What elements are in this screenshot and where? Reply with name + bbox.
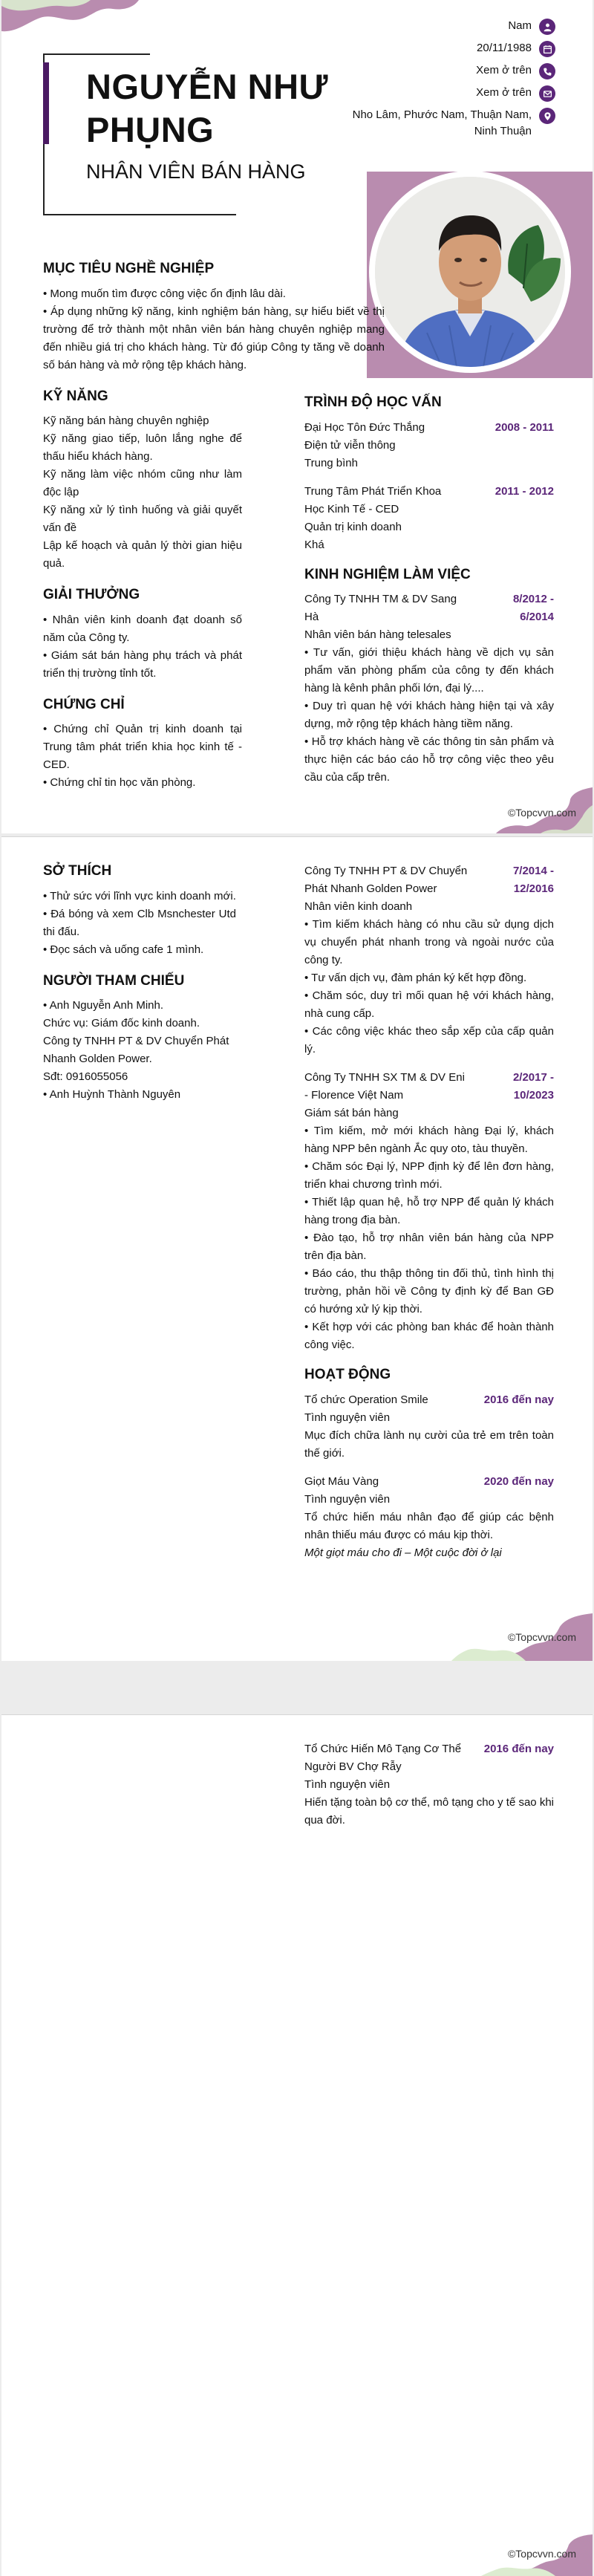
- contact-address: Nho Lâm, Phước Nam, Thuận Nam, Ninh Thuận: [288, 107, 555, 140]
- watermark: ©Topcvvn.com: [507, 2547, 576, 2560]
- job-position: NHÂN VIÊN BÁN HÀNG: [86, 160, 306, 183]
- section-activities: HOẠT ĐỘNG Tổ chức Operation Smile 2016 đến nay Tình nguyện viên Mục đích chữa lành nụ cười của trẻ em trên toàn thế giới. Giọt Máu Vàng 2020 đến nay Tình nguyện viên Tổ chức hiến máu nhân đạo để giúp các bệnh nhân thiếu máu được có máu kịp thời. Một giọt máu cho đi – Một cuộc đời ở lại: [304, 1365, 554, 1562]
- contact-birthday: 20/11/1988: [288, 40, 555, 57]
- experience-item: Công Ty TNHH SX TM & DV Eni - Florence Việt Nam 2/2017 - 10/2023 Giám sát bán hàng • Tìm kiếm, mở mới khách hàng Đại lý, khách hàng NPP bên ngành Ắc quy oto, tàu thuyền. • Chăm sóc Đại lý, NPP định kỳ để lên đơn hàng, triển khai chương trình mới. • Thiết lập quan hệ, hỗ trợ NPP để quản lý khách hàng trong địa bàn. • Đào tạo, hỗ trợ nhân viên bán hàng của NPP trên địa bàn. • Báo cáo, thu thập thông tin đối thủ, tình hình thị trường, phản hồi về Công ty định kỳ để Ban GĐ có hướng xử lý kịp thời. • Kết hợp với các phòng ban khác để hoàn thành công việc.: [304, 1071, 554, 1351]
- activity-item: Tổ Chức Hiến Mô Tạng Cơ Thể Người BV Chợ Rẫy 2016 đến nay Tình nguyện viên Hiến tặng toàn bộ cơ thể, mô tạng cho y tế sao khi qua đời.: [304, 1743, 554, 1827]
- person-icon: [539, 19, 555, 35]
- section-education: TRÌNH ĐỘ HỌC VẤN Đại Học Tôn Đức Thắng 2008 - 2011 Điện tử viễn thông Trung bình Trung Tâm Phát Triển Khoa Học Kinh Tế - CED 2011 - 2012 Quản trị kinh doanh Khá: [304, 392, 554, 554]
- watermark: ©Topcvvn.com: [507, 806, 576, 819]
- email-icon: [539, 85, 555, 102]
- contact-gender: Nam: [288, 18, 555, 35]
- section-experience: KINH NGHIỆM LÀM VIỆC Công Ty TNHH TM & DV Sang Hà 8/2012 - 6/2014 Nhân viên bán hàng telesales • Tư vấn, giới thiệu khách hàng về dịch vụ sản phẩm văn phòng phẩm của công ty đến khách hàng là kênh phân phối lớn, đại lý.... • Duy trì quan hệ với khách hàng hiện tại và xây dựng, mở rộng tệp khách hàng tiềm năng. • Hỗ trợ khách hàng về các thông tin sản phẩm và thực hiện các báo cáo hỗ trợ công việc theo yêu cầu của cấp trên.: [304, 565, 554, 787]
- education-item: Trung Tâm Phát Triển Khoa Học Kinh Tế - CED 2011 - 2012 Quản trị kinh doanh Khá: [304, 484, 554, 551]
- contact-email: Xem ở trên: [288, 85, 555, 102]
- calendar-icon: [539, 41, 555, 57]
- candidate-name: NGUYỄN NHƯ PHỤNG: [86, 67, 329, 149]
- section-skills: KỸ NĂNG Kỹ năng bán hàng chuyên nghiệp Kỹ năng giao tiếp, luôn lắng nghe để thấu hiểu khách hàng. Kỹ năng làm việc nhóm cũng như làm độc lập Kỹ năng xử lý tình huống và giải quyết vấn đề Lập kế hoạch và quản lý thời gian hiệu quả.: [43, 388, 242, 570]
- contact-phone: Xem ở trên: [288, 62, 555, 79]
- experience-item: Công Ty TNHH PT & DV Chuyển Phát Nhanh Golden Power 7/2014 - 12/2016 Nhân viên kinh doanh • Tìm kiếm khách hàng có nhu cầu sử dụng dịch vụ chuyển phát nhanh trong và ngoài nước của công ty. • Tư vấn dịch vụ, đàm phán ký kết hợp đồng. • Chăm sóc, duy trì mối quan hệ với khách hàng, nhà cung cấp. • Các công việc khác theo sắp xếp của cấp quản lý.: [304, 865, 554, 1056]
- accent-bar: [43, 62, 49, 144]
- cv-page-2: [1, 836, 593, 1661]
- right-column-page2: [304, 862, 554, 1572]
- section-hobbies: SỞ THÍCH • Thử sức với lĩnh vực kinh doanh mới. • Đá bóng và xem Clb Msnchester Utd thi đấu. • Đọc sách và uống cafe 1 mình.: [43, 863, 236, 956]
- location-pin-icon: [539, 108, 555, 124]
- section-objective: MỤC TIÊU NGHỀ NGHIỆP • Mong muốn tìm được công việc ổn định lâu dài. • Áp dụng những kỹ năng, kinh nghiệm bán hàng, sự hiểu biết về thị trường để trở thành một nhân viên bán hàng chuyên nghiệp mang đến nhiều giá trị cho khách hàng. Từ đó giúp Công ty tăng về doanh số bán hàng và mở rộng tệp khách hàng.: [43, 261, 385, 371]
- phone-icon: [539, 63, 555, 79]
- section-certificates: CHỨNG CHỈ • Chứng chỉ Quản trị kinh doanh tại Trung tâm phát triển khia học kinh tế - CED. • Chứng chỉ tin học văn phòng.: [43, 696, 242, 790]
- education-item: Đại Học Tôn Đức Thắng 2008 - 2011 Điện tử viễn thông Trung bình: [304, 420, 554, 469]
- experience-item: Công Ty TNHH TM & DV Sang Hà 8/2012 - 6/2014 Nhân viên bán hàng telesales • Tư vấn, giới thiệu khách hàng về dịch vụ sản phẩm văn phòng phẩm của công ty đến khách hàng là kênh phân phối lớn, đại lý.... • Duy trì quan hệ với khách hàng hiện tại và xây dựng, mở rộng tệp khách hàng tiềm năng. • Hỗ trợ khách hàng về các thông tin sản phẩm và thực hiện các báo cáo hỗ trợ công việc theo yêu cầu của cấp trên.: [304, 593, 554, 784]
- section-awards: GIẢI THƯỞNG • Nhân viên kinh doanh đạt doanh số năm của Công ty. • Giám sát bán hàng phụ trách và phát triển thị trường tỉnh tốt.: [43, 587, 242, 680]
- cv-page-3: [1, 1714, 593, 2576]
- watermark: ©Topcvvn.com: [507, 1630, 576, 1643]
- left-column-page1: [43, 258, 385, 792]
- activity-item: Tổ chức Operation Smile 2016 đến nay Tình nguyện viên Mục đích chữa lành nụ cười của trẻ em trên toàn thế giới.: [304, 1393, 554, 1460]
- avatar: [375, 177, 565, 367]
- right-column-page3: [304, 1740, 554, 1840]
- right-column-page1: [304, 392, 554, 797]
- section-references: NGƯỜI THAM CHIẾU • Anh Nguyễn Anh Minh. Chức vụ: Giám đốc kinh doanh. Công ty TNHH PT & DV Chuyển Phát Nhanh Golden Power. Sđt: 0916055056 • Anh Huỳnh Thành Nguyên: [43, 972, 229, 1102]
- left-column-page2: [43, 861, 236, 1104]
- cv-page-1: [1, 0, 593, 833]
- contact-info: [288, 18, 555, 145]
- decorative-blob-top-left: [1, 0, 143, 37]
- activity-item: Giọt Máu Vàng 2020 đến nay Tình nguyện viên Tổ chức hiến máu nhân đạo để giúp các bệnh nhân thiếu máu được có máu kịp thời. Một giọt máu cho đi – Một cuộc đời ở lại: [304, 1474, 554, 1559]
